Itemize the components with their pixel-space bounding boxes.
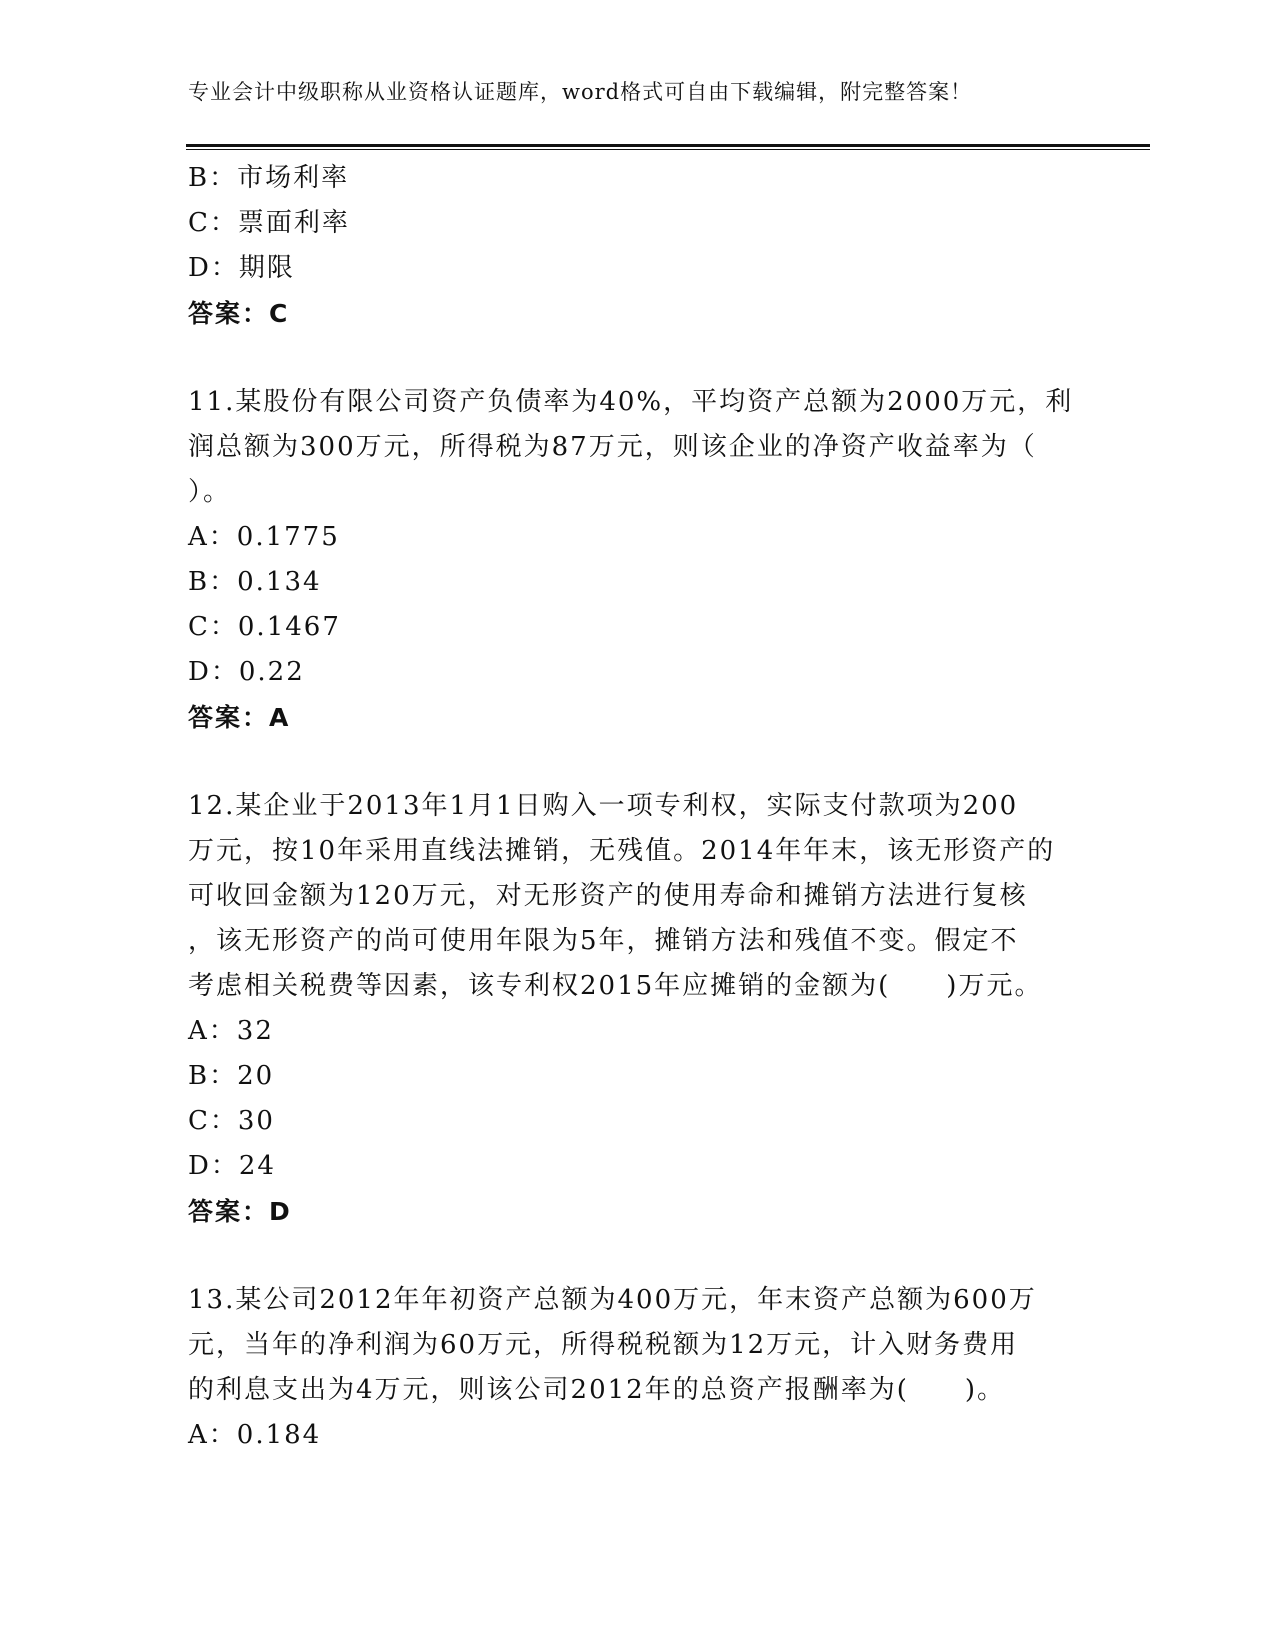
question-13: [188, 1278, 1088, 1458]
question-text-line: 12.某企业于2013年1月1日购入一项专利权，实际支付款项为200: [188, 791, 1019, 821]
question-text-line: 11.某股份有限公司资产负债率为40%，平均资产总额为2000万元，利: [188, 387, 1074, 417]
question-text-line: ，该无形资产的尚可使用年限为5年，摊销方法和残值不变。假定不: [188, 926, 1019, 956]
option-d: D：期限: [188, 253, 295, 283]
answer: 答案：D: [188, 1197, 292, 1226]
option-d: D：0.22: [188, 657, 305, 687]
option-a: A：32: [188, 1016, 274, 1046]
answer: 答案：C: [188, 299, 290, 328]
option-b: B：0.134: [188, 567, 322, 597]
option-c: C：票面利率: [188, 208, 350, 238]
option-c: C：30: [188, 1106, 275, 1136]
question-text-line: 润总额为300万元，所得税为87万元，则该企业的净资产收益率为（: [188, 432, 1037, 462]
question-10-tail: [188, 156, 1088, 336]
question-text-line: 元，当年的净利润为60万元，所得税税额为12万元，计入财务费用: [188, 1330, 1019, 1360]
question-text-line: 万元，按10年采用直线法摊销，无残值。2014年年末，该无形资产的: [188, 836, 1056, 866]
question-text-line: ）。: [188, 477, 232, 507]
answer: 答案：A: [188, 703, 291, 732]
question-text-line: 考虑相关税费等因素，该专利权2015年应摊销的金额为( )万元。: [188, 971, 1043, 1001]
question-text-line: 可收回金额为120万元，对无形资产的使用寿命和摊销方法进行复核: [188, 881, 1028, 911]
option-a: A：0.1775: [188, 522, 340, 552]
question-text-line: 13.某公司2012年年初资产总额为400万元，年末资产总额为600万: [188, 1285, 1037, 1315]
option-d: D：24: [188, 1151, 276, 1181]
page-header: 专业会计中级职称从业资格认证题库，word格式可自由下载编辑，附完整答案！: [188, 80, 973, 104]
question-11: [188, 380, 1088, 740]
option-b: B：20: [188, 1061, 275, 1091]
option-a: A：0.184: [188, 1420, 322, 1450]
question-12: [188, 784, 1088, 1234]
question-text-line: 的利息支出为4万元，则该公司2012年的总资产报酬率为( )。: [188, 1375, 1005, 1405]
header-divider: [186, 144, 1150, 147]
option-c: C：0.1467: [188, 612, 341, 642]
document-body: [188, 156, 1088, 1458]
option-b: B：市场利率: [188, 163, 350, 193]
